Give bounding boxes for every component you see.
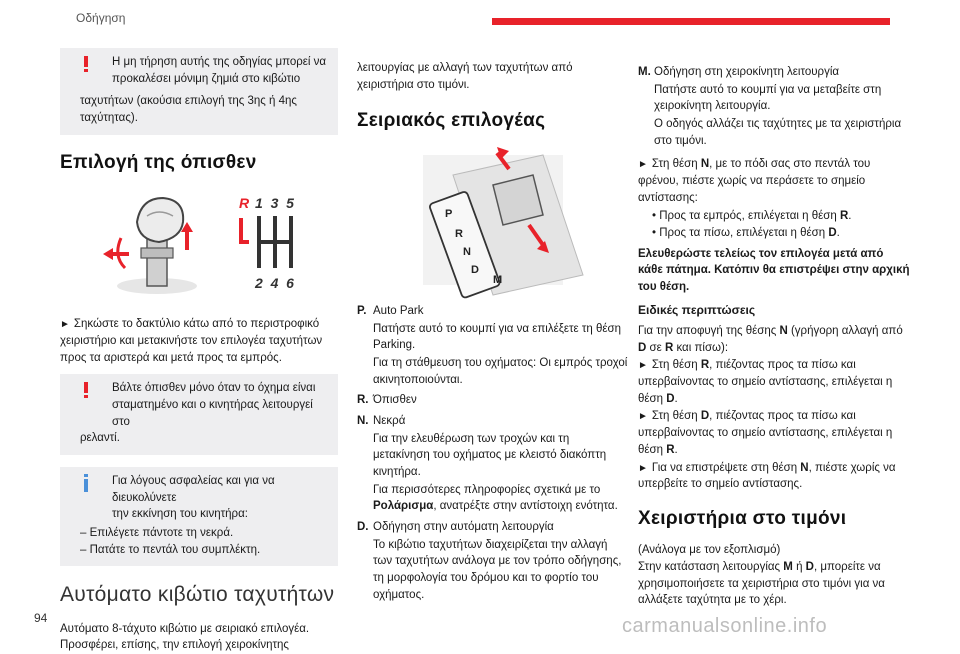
body-text: (Ανάλογα με τον εξοπλισμό) <box>638 544 781 557</box>
header-title: Οδήγηση <box>76 11 126 25</box>
list-item: • Προς τα πίσω, επιλέγεται η θέση D. <box>652 225 910 242</box>
reverse-gear-illustration <box>89 186 309 306</box>
note-text: ταχυτήτων (ακούσια επιλογή της 3ης ή 4ης <box>80 95 297 108</box>
gear-label-r: R <box>239 195 250 212</box>
body-text-bold: N <box>700 158 710 171</box>
list-item: – Επιλέγετε πάντοτε τη νεκρά. <box>80 525 330 542</box>
warning-note-1 <box>60 48 338 135</box>
header-accent-bar <box>492 18 890 25</box>
definition-key: N. <box>357 414 369 427</box>
warning-icon <box>84 56 88 72</box>
definition-key: P. <box>357 304 367 317</box>
note-text: ταχύτητας). <box>80 112 138 125</box>
body-paragraph: Προσφέρει, επίσης, την επιλογή χειροκίνητης <box>60 639 289 652</box>
definition-text: Νεκρά <box>373 414 406 427</box>
selector-label-r: R <box>455 227 463 240</box>
definition-text: Ο οδηγός αλλάζει τις ταχύτητες με τα χειριστήρια στο τιμόνι. <box>654 118 902 147</box>
page-number: 94 <box>34 611 48 625</box>
note-text: ρελαντί. <box>80 432 120 445</box>
note-text: Η μη τήρηση αυτής της οδηγίας μπορεί να <box>112 56 327 68</box>
body-text: , με το πόδι σας στο πεντάλ του φρένου, πιέστε χωρίς να περάσετε το σημείο αντίστασης: <box>638 158 871 204</box>
list-item: • Προς τα εμπρός, επιλέγεται η θέση R. <box>652 208 910 225</box>
left-column <box>60 48 338 654</box>
definition-n <box>357 413 629 516</box>
right-column: M. Οδήγηση στη χειροκίνητη λειτουργία Πατήστε αυτό το κουμπί για να μεταβείτε στη χειροκίνητη λειτουργία. Ο οδηγός αλλάζει τις ταχύτητες με τα χειριστήρια στο τιμόνι. ► Στη θέση N, με το πόδι σας στο πεντάλ του φρένου, πιέστε χωρίς να περάσετε το σημείο αντίστασης: • Προς τα εμπρός, επιλέγεται η θέση R. • Προς τα πίσω, επιλέγεται η θέση D. Ελευθερώστε τελείως τον επιλογέα μετά από κάθε πάτημα. Κατόπιν θα επιστρέψει στην αρχική του θέση. Ειδικές περιπτώσεις Για την αποφυγή της θέσης N (γρήγορη αλλαγή από D σε R και πίσω): ► Στη θέση R, πιέζοντας προς τα πίσω και υπερβαίνοντας το σημείο αντίστασης, επιλέγεται η θέση D. ► Στη θέση D, πιέζοντας προς τα πίσω και υπερβαίνοντας το σημείο αντίστασης, επιλέγεται η θέση R. ► Για να επιστρέψετε στη θέση N, πιέστε χωρίς να υπερβείτε το σημείο αντίστασης. Χειριστήρια στο τιμόνι (Ανάλογα με τον εξοπλισμό) Στην κατάσταση λειτουργίας M ή D, μπορείτε να χρησιμοποιήσετε τα χειριστήρια στο τιμόνι για να αλλάξετε ταχύτητα με το χέρι. <box>638 64 910 615</box>
definition-text: Οδήγηση στη χειροκίνητη λειτουργία <box>654 66 840 78</box>
body-paragraph: λειτουργίας με αλλαγή των ταχυτήτων από χειριστήρια στο τιμόνι. <box>357 62 573 91</box>
section-heading-reverse: Επιλογή της όπισθεν <box>60 151 257 173</box>
definition-text: Όπισθεν <box>373 394 417 407</box>
definition-text: , ανατρέξτε στην αντίστοιχη ενότητα. <box>433 500 618 513</box>
triangle-right-icon: ► <box>60 319 70 331</box>
definition-text: Οδήγηση στην αυτόματη λειτουργία <box>373 520 554 533</box>
definition-m <box>638 64 910 150</box>
info-icon <box>84 474 88 492</box>
definition-text-bold: Ρολάρισμα <box>373 500 434 513</box>
info-list <box>80 525 330 558</box>
selector-label-d: D <box>471 263 479 276</box>
middle-column <box>357 60 629 607</box>
note-text: σταματημένο και ο κινητήρας λειτουργεί στο <box>112 398 313 428</box>
body-paragraph: Αυτόματο 8-τάχυτο κιβώτιο με σειριακό επιλογέα. <box>60 622 310 635</box>
definition-text: Πατήστε αυτό το κουμπί για να επιλέξετε τη θέση Parking. <box>373 322 622 352</box>
triangle-right-icon: ► <box>638 360 648 372</box>
note-text: Για λόγους ασφαλείας και για να διευκολύνετε <box>112 474 275 504</box>
note-text: προκαλέσει μόνιμη ζημιά στο κιβώτιο <box>112 72 301 85</box>
definition-d <box>357 519 629 604</box>
definition-key: D. <box>357 520 369 533</box>
bold-instruction: Ελευθερώστε τελείως τον επιλογέα μετά από κάθε πάτημα. Κατόπιν θα επιστρέψει στην αρχική του θέση. <box>638 247 910 294</box>
selector-label-m: M <box>493 273 503 286</box>
definition-text: Πατήστε αυτό το κουμπί για να μεταβείτε στη χειροκίνητη λειτουργία. <box>654 83 882 113</box>
triangle-right-icon: ► <box>638 411 648 423</box>
warning-icon <box>84 382 88 398</box>
note-text: Βάλτε όπισθεν μόνο όταν το όχημα είναι <box>112 382 316 395</box>
gear-label-top: 1 3 5 <box>255 195 294 212</box>
definition-text: Για τη στάθμευση του οχήματος: Οι εμπρός τροχοί ακινητοποιούνται. <box>373 356 628 386</box>
section-heading-selector: Σειριακός επιλογέας <box>357 110 546 132</box>
definition-p <box>357 303 629 389</box>
definition-text: Για περισσότερες πληροφορίες σχετικά με το <box>373 483 601 496</box>
section-heading-automatic: Αυτόματο κιβώτιο ταχυτήτων <box>60 583 335 607</box>
gear-selector-illustration <box>393 145 593 295</box>
definition-r <box>357 392 629 410</box>
position-list <box>638 208 910 241</box>
body-text: Στη θέση <box>651 158 701 171</box>
definition-key: M. <box>638 66 651 78</box>
definition-text: Το κιβώτιο ταχυτήτων διαχειρίζεται την αλλαγή των ταχυτήτων ανάλογα με τον τρόπο οδήγησης, τη μορφολογία του δρόμου και το φορτίο του οχήματος. <box>373 538 622 601</box>
definition-text: Auto Park <box>373 304 424 317</box>
note-text: την εκκίνηση του κινητήρα: <box>112 508 248 521</box>
selector-label-p: P <box>445 207 453 220</box>
selector-label-n: N <box>463 245 471 258</box>
triangle-right-icon: ► <box>638 159 648 171</box>
definition-key: R. <box>357 394 369 407</box>
list-item: – Πατάτε το πεντάλ του συμπλέκτη. <box>80 542 330 559</box>
watermark-text: carmanualsonline.info <box>622 615 828 637</box>
subheading-special-cases: Ειδικές περιπτώσεις <box>638 302 756 317</box>
triangle-right-icon: ► <box>638 462 648 474</box>
info-note <box>60 467 338 566</box>
body-paragraph: Σηκώστε το δακτύλιο κάτω από το περιστροφικό χειριστήριο και μετακινήστε τον επιλογέα ταχυτήτων προς τα αριστερά και μετά προς τα εμπρός. <box>60 318 323 364</box>
warning-note-2 <box>60 374 338 455</box>
gear-label-bottom: 2 4 6 <box>255 275 294 292</box>
section-heading-steering: Χειριστήρια στο τιμόνι <box>638 507 847 529</box>
definition-text: Για την ελευθέρωση των τροχών και τη μετακίνηση του οχήματος με κλειστό διακόπτη κινητήρα. <box>373 432 607 478</box>
